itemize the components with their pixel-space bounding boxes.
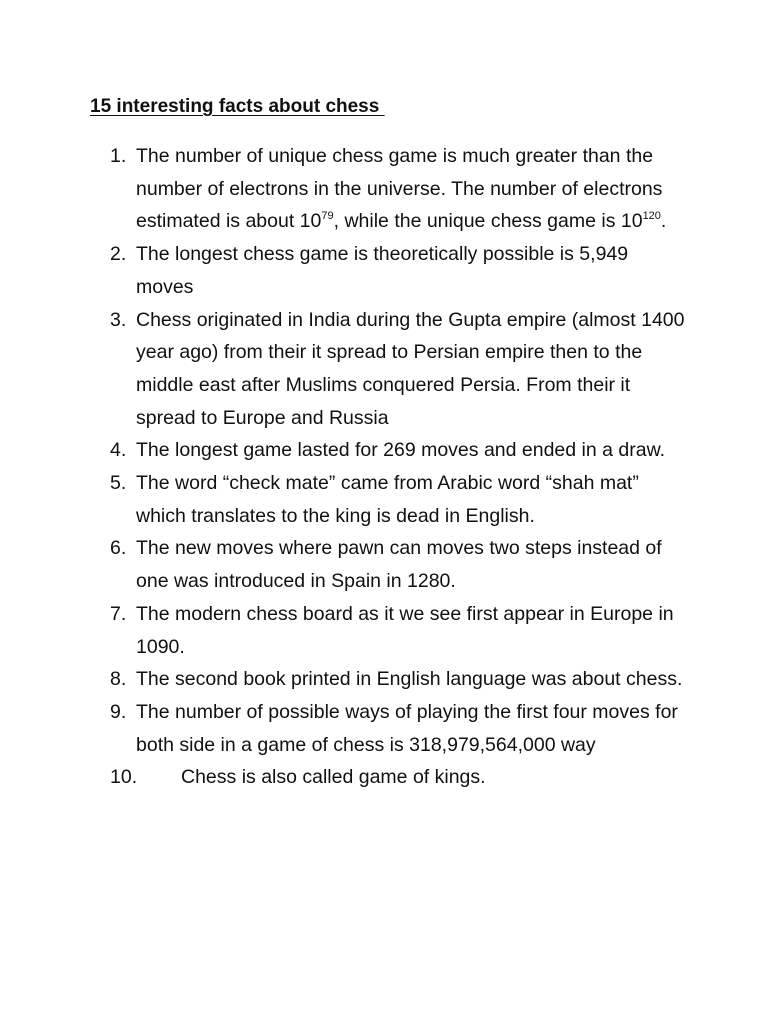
- fact-item-6: [110, 532, 690, 597]
- fact-item-1: [110, 140, 690, 238]
- fact-text: The number of possible ways of playing the first four moves for both side in a game of chess is 318,979,564,000 way: [136, 700, 678, 756]
- fact-text: The word “check mate” came from Arabic word “shah mat” which translates to the king is dead in English.: [136, 472, 639, 527]
- document-title: 15 interesting facts about chess: [90, 96, 385, 117]
- fact-item-8: [110, 663, 690, 696]
- fact-text: The modern chess board as it we see first appear in Europe in 1090.: [136, 602, 674, 658]
- fact-text: The second book printed in English language was about chess.: [136, 668, 683, 691]
- fact-number: 4.: [110, 439, 127, 462]
- fact-item-9: [110, 696, 690, 761]
- fact-number: 7.: [110, 602, 127, 625]
- fact-number: 8.: [110, 668, 127, 691]
- fact-item-3: [110, 304, 690, 435]
- fact-item-2: [110, 238, 690, 303]
- fact-item-5: [110, 467, 690, 532]
- fact-text: The number of unique chess game is much greater than the number of electrons in the universe. The number of electrons estimated is about $10^{79}$, while the unique chess game is $10^{120}$.: [136, 145, 667, 233]
- facts-list: [110, 140, 690, 794]
- fact-number: 9.: [110, 700, 127, 723]
- fact-text: The longest game lasted for 269 moves and ended in a draw.: [136, 439, 666, 462]
- fact-number: 2.: [110, 243, 127, 266]
- fact-number: 3.: [110, 308, 127, 331]
- fact-item-4: [110, 434, 690, 467]
- fact-number: 10.: [110, 766, 138, 789]
- fact-number: 1.: [110, 145, 127, 167]
- fact-item-10: [110, 761, 690, 794]
- fact-text: The longest chess game is theoretically possible is 5,949 moves: [136, 243, 629, 298]
- fact-number: 6.: [110, 537, 127, 560]
- fact-item-7: [110, 598, 690, 663]
- fact-number: 5.: [110, 472, 127, 495]
- fact-text: Chess is also called game of kings.: [181, 766, 486, 789]
- fact-text: Chess originated in India during the Gupta empire (almost 1400 year ago) from their it spread to Persian empire then to the middle east after Muslims conquered Persia. From their it spread to Europe and Russia: [136, 308, 685, 429]
- fact-text: The new moves where pawn can moves two steps instead of one was introduced in Spain in 1280.: [136, 537, 662, 593]
- superscript-exponent: 79: [321, 210, 334, 223]
- superscript-exponent: 120: [642, 210, 661, 223]
